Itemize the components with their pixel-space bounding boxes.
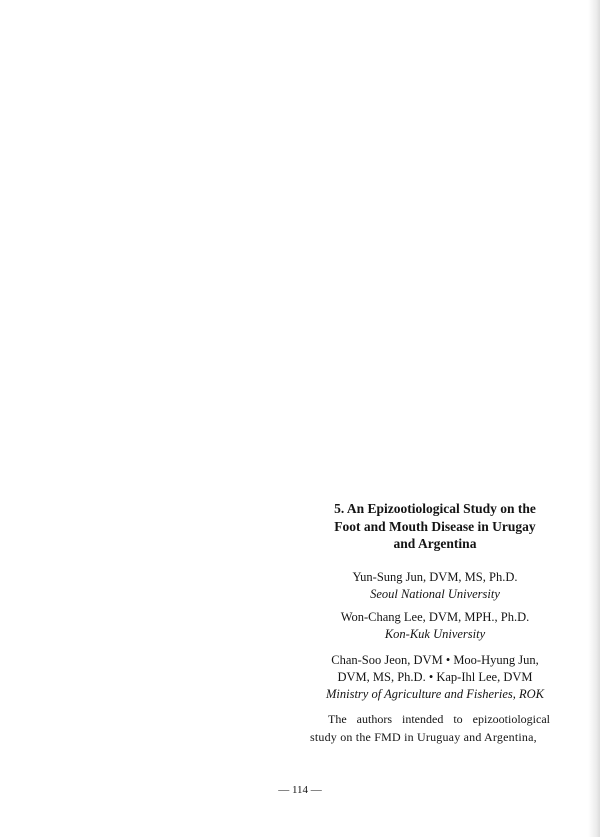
author-affiliation: Seoul National University (370, 587, 500, 601)
author-name: Chan-Soo Jeon, DVM • Moo-Hyung Jun, (331, 653, 539, 667)
page-number: — 114 — (278, 784, 322, 796)
abstract-line-2: study on the FMD in Uruguay and Argentina, (310, 730, 537, 744)
author-affiliation: Ministry of Agriculture and Fisheries, ROK (325, 687, 545, 701)
title-line-2: Foot and Mouth Disease in Urugay (334, 518, 536, 534)
author-name-continued: DVM, MS, Ph.D. • Kap-Ihl Lee, DVM (337, 670, 533, 684)
abstract-text (310, 710, 550, 746)
author-block-1 (310, 569, 560, 603)
author-block-2 (310, 609, 560, 643)
title-line-3: and Argentina (393, 536, 477, 551)
author-name: Won-Chang Lee, DVM, MPH., Ph.D. (340, 610, 530, 624)
abstract-line-1: The authors intended to epizootiological (328, 712, 550, 726)
page-edge-shadow (588, 0, 600, 837)
author-name: Yun-Sung Jun, DVM, MS, Ph.D. (352, 570, 518, 584)
article-title (310, 500, 560, 553)
title-line-1: 5. An Epizootiological Study on the (334, 501, 536, 516)
author-block-3 (310, 652, 560, 703)
author-affiliation: Kon-Kuk University (384, 627, 486, 641)
